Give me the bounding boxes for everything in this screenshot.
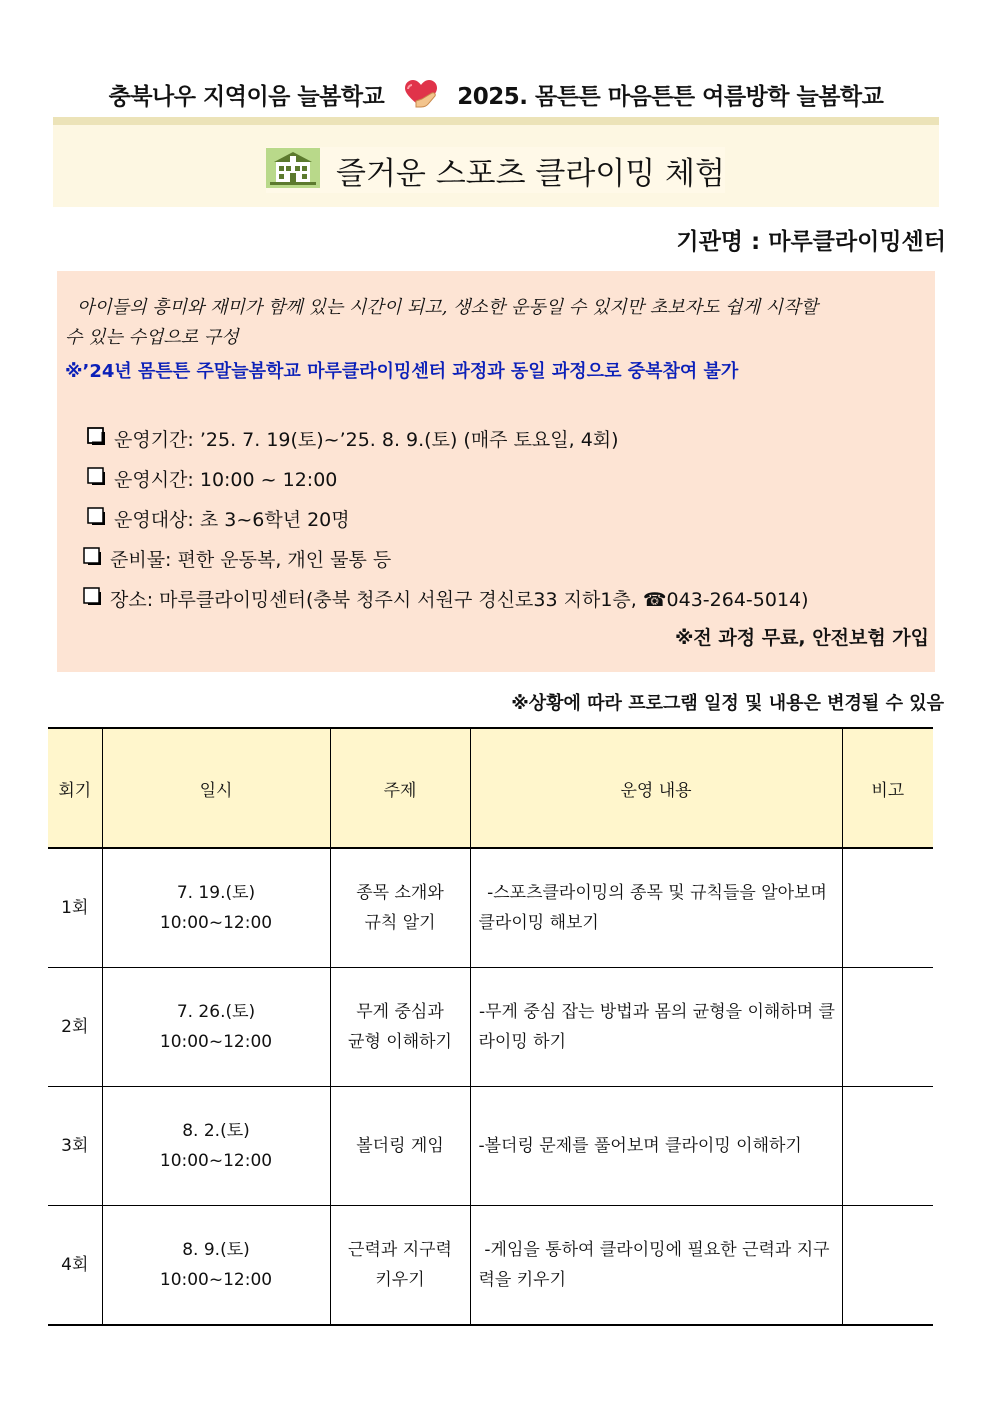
cell-date: 7. 19.(토) — [176, 883, 256, 903]
intro-line-1: 아이들의 흥미와 재미가 함께 있는 시간이 되고, 생소한 운동일 수 있지만 초보자도 쉽게 시작할 — [77, 297, 818, 318]
cell-note — [842, 1206, 933, 1326]
page-title: 즐거운 스포츠 클라이밍 체험 — [336, 155, 725, 192]
info-box — [57, 271, 935, 672]
school-building-icon — [266, 148, 320, 192]
heart-hand-icon — [402, 79, 440, 117]
table-row — [48, 848, 933, 968]
bullet-supplies — [83, 545, 391, 572]
cell-note — [842, 848, 933, 968]
intro-line-2: 수 있는 수업으로 구성 — [65, 327, 239, 348]
cell-time: 10:00~12:00 — [159, 1032, 273, 1052]
table-header-row — [48, 728, 933, 848]
bullet-text: 운영시간: 10:00 ~ 12:00 — [114, 469, 338, 491]
checkbox-bullet-icon — [87, 467, 106, 491]
cell-session: 2회 — [48, 968, 102, 1087]
organization-name: 기관명 : 마루클라이밍센터 — [676, 229, 946, 255]
checkbox-bullet-icon — [83, 587, 102, 611]
cell-datetime — [102, 1206, 330, 1326]
intro-text — [65, 293, 933, 353]
table-row — [48, 1206, 933, 1326]
bullet-time — [87, 465, 337, 492]
bullet-location — [83, 585, 809, 612]
bullet-text: 운영대상: 초 3~6학년 20명 — [114, 509, 350, 531]
header-right-title: 2025. 몸튼튼 마음튼튼 여름방학 늘봄학교 — [457, 84, 884, 110]
cell-topic-line-1: 근력과 지구력 — [348, 1240, 452, 1260]
table-row — [48, 1087, 933, 1206]
checkbox-bullet-icon — [87, 427, 106, 451]
bullet-text: 준비물: 편한 운동복, 개인 물통 등 — [110, 549, 392, 571]
cell-note — [842, 968, 933, 1087]
bullet-target — [87, 505, 350, 532]
cell-note — [842, 1087, 933, 1206]
header-left-title: 충북나우 지역이음 늘봄학교 — [108, 84, 385, 110]
checkbox-bullet-icon — [87, 507, 106, 531]
cell-topic — [330, 848, 470, 968]
title-container — [266, 147, 725, 193]
change-note: ※상황에 따라 프로그램 일정 및 내용은 변경될 수 있음 — [511, 693, 944, 714]
cell-date: 7. 26.(토) — [176, 1002, 256, 1022]
cell-content: -스포츠클라이밍의 종목 및 규칙들을 알아보며 클라이밍 해보기 — [470, 848, 842, 968]
cell-datetime — [102, 1087, 330, 1206]
bullet-text: 운영기간: ’25. 7. 19(토)~’25. 8. 9.(토) (매주 토요일, 4회) — [114, 429, 619, 451]
cell-topic-line-2: 규칙 알기 — [364, 913, 436, 933]
header-date: 일시 — [102, 728, 330, 848]
header-content: 운영 내용 — [470, 728, 842, 848]
bullet-text: 장소: 마루클라이밍센터(충북 청주시 서원구 경신로33 지하1층, ☎043-264-5014) — [110, 589, 809, 611]
duplicate-warning: ※’24년 몸튼튼 주말늘봄학교 마루클라이밍센터 과정과 동일 과정으로 중복참여 불가 — [65, 361, 739, 382]
cell-topic — [330, 1206, 470, 1326]
header-session: 회기 — [48, 728, 102, 848]
table-row — [48, 968, 933, 1087]
cell-session: 4회 — [48, 1206, 102, 1326]
header-note: 비고 — [842, 728, 933, 848]
page-header — [0, 78, 992, 117]
cell-datetime — [102, 968, 330, 1087]
cell-topic-line-1: 무게 중심과 — [356, 1002, 444, 1022]
bullet-period — [87, 425, 619, 452]
cell-topic-line-2: 키우기 — [375, 1270, 425, 1290]
cell-topic-line-1: 종목 소개와 — [356, 883, 444, 903]
cell-time: 10:00~12:00 — [159, 1151, 273, 1171]
cell-content: -볼더링 문제를 풀어보며 클라이밍 이해하기 — [470, 1087, 842, 1206]
cell-topic — [330, 1087, 470, 1206]
cell-topic-line-1: 볼더링 게임 — [356, 1136, 444, 1156]
free-note: ※전 과정 무료, 안전보험 가입 — [674, 627, 929, 649]
cell-topic-line-2: 균형 이해하기 — [348, 1032, 452, 1052]
cell-content: -무게 중심 잡는 방법과 몸의 균형을 이해하며 클라이밍 하기 — [470, 968, 842, 1087]
cell-time: 10:00~12:00 — [159, 1270, 273, 1290]
cell-date: 8. 9.(토) — [182, 1240, 250, 1260]
checkbox-bullet-icon — [83, 547, 102, 571]
cell-content: -게임을 통하여 클라이밍에 필요한 근력과 지구력을 키우기 — [470, 1206, 842, 1326]
cell-session: 3회 — [48, 1087, 102, 1206]
cell-time: 10:00~12:00 — [159, 913, 273, 933]
cell-datetime — [102, 848, 330, 968]
title-band — [53, 117, 939, 207]
cell-session: 1회 — [48, 848, 102, 968]
schedule-table — [48, 727, 933, 1326]
header-topic: 주제 — [330, 728, 470, 848]
cell-date: 8. 2.(토) — [182, 1121, 250, 1141]
cell-topic — [330, 968, 470, 1087]
